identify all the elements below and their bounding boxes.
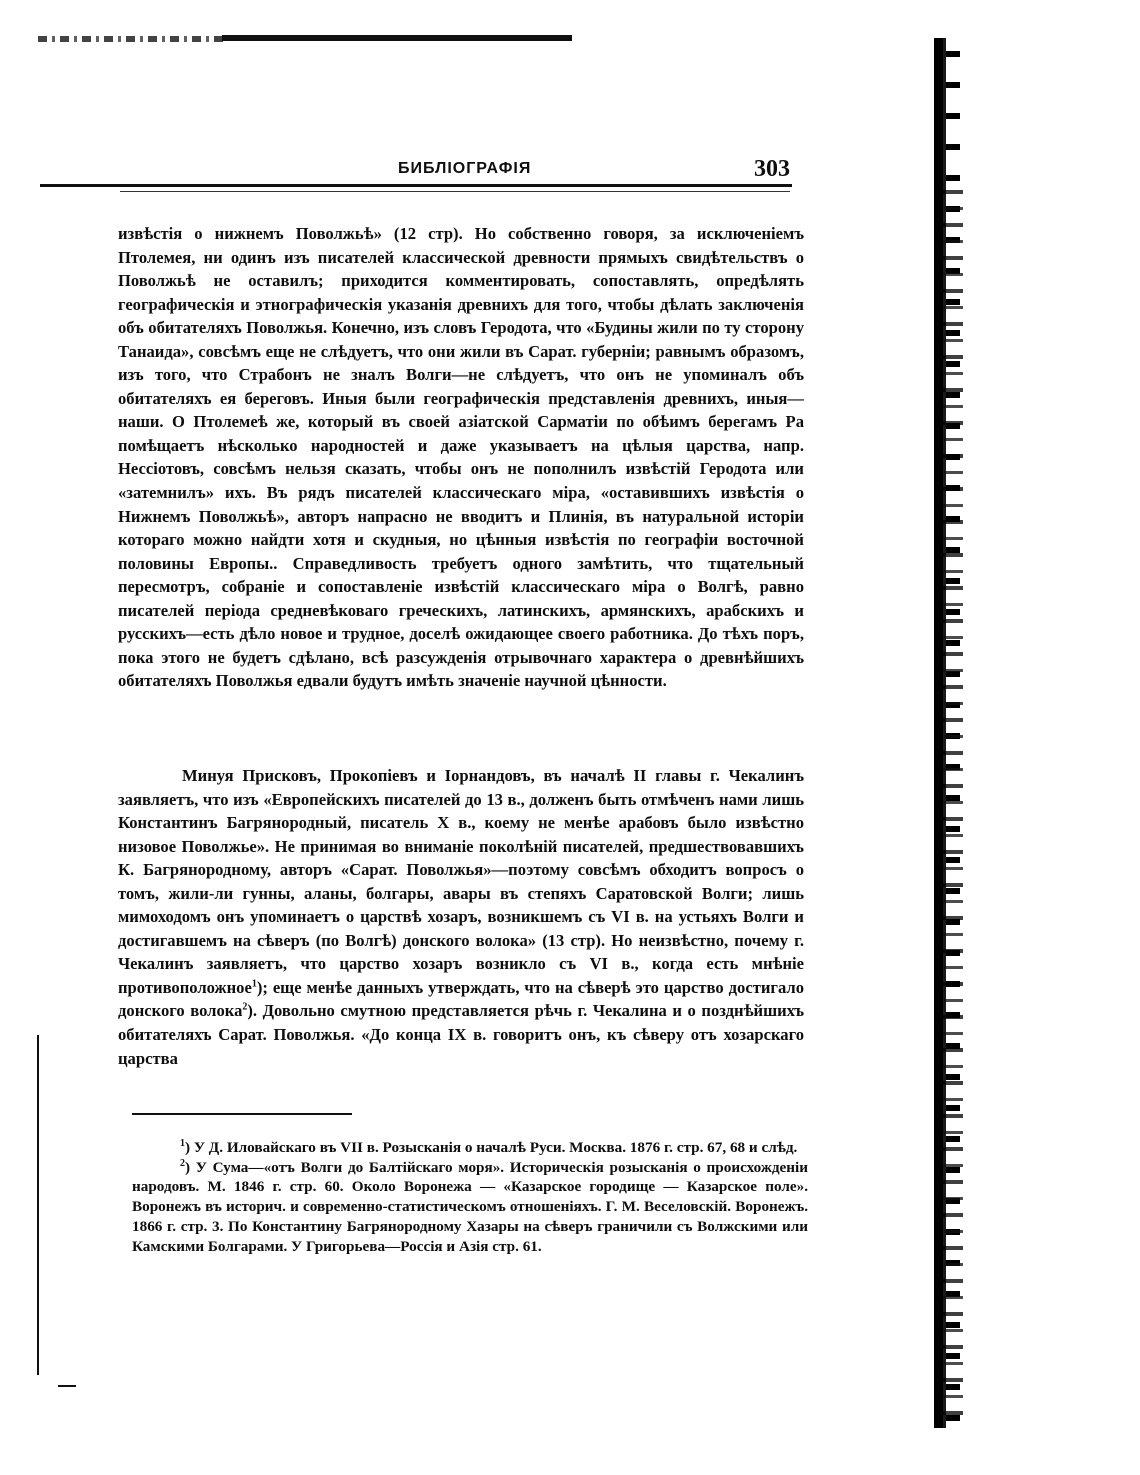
footnote-2: [132, 1158, 808, 1257]
page-number: 303: [754, 156, 790, 182]
footnote-text: ) У Сума—«отъ Волги до Балтійскаго моря». Историческія розысканія о происхожденіи народовъ. М. 1846 г. стр. 60. Около Воронежа — «Казарское городище — Казарское поле». Воронежъ въ историч. и современно-статистическомъ отношеніяхъ. Г. М. Веселовскій. Воронежъ. 1866 г. стр. 3. По Константину Багрянородному Хазары на сѣверъ граничили съ Волжскими или Камскими Болгарами. У Григорьева—Россія и Азія стр. 61.: [132, 1158, 808, 1255]
footnotes: [132, 1138, 808, 1256]
footnote-ref-1[interactable]: 1: [251, 978, 257, 990]
body-paragraph-1: [118, 222, 804, 693]
paragraph-text: [118, 764, 804, 1070]
paragraph-segment: Минуя Присковъ, Прокопіевъ и Іорнандовъ, въ началѣ II главы г. Чекалинъ заявляетъ, что изъ «Европейскихъ писателей до 13 в., долженъ быть отмѣченъ нами лишь Константинъ Багрянородный, писатель X в., коему не менѣе арабовъ было извѣстно низовое Поволжье». Не принимая во вниманіе поколѣній писателей, предшествовавшихъ К. Багрянородному, авторъ «Сарат. Поволжья»—поэтому совсѣмъ обходитъ вопросъ о томъ, жили-ли гунны, аланы, болгары, авары въ степяхъ Саратовской Волги; лишь мимоходомъ онъ упоминаетъ о царствѣ хозаръ, возникшемъ съ VI в. на устьяхъ Волги и достигавшемъ на сѣверъ (по Волгѣ) донского волока» (13 стр). Но неизвѣстно, почему г. Чекалинъ заявляетъ, что царство хозаръ возникло съ VI в., когда есть мнѣніе противоположное: [118, 766, 804, 997]
footnote-mark: 2: [180, 1157, 185, 1169]
footnote-ref-2[interactable]: 2: [242, 1001, 248, 1013]
footnote-text: ) У Д. Иловайскаго въ VII в. Розысканія о началѣ Руси. Москва. 1876 г. стр. 67, 68 и слѣд.: [185, 1139, 798, 1156]
scan-smudge: [38, 36, 223, 42]
body-paragraph-2: [118, 764, 804, 1070]
header-rule: [40, 184, 792, 187]
scan-left-tick: [58, 1385, 76, 1387]
paragraph-text: извѣстія о нижнемъ Поволжьѣ» (12 стр). Но собственно говоря, за исключеніемъ Птолемея, ни одинъ изъ писателей классической древности прямыхъ свидѣтельствъ о Поволжьѣ не оставилъ; приходится комментировать, сопоставлять, опредѣлять географическія и этнографическія указанія древнихъ для того, чтобы дѣлать заключенія объ обитателяхъ Поволжья. Конечно, изъ словъ Геродота, что «Будины жили по ту сторону Танаида», совсѣмъ еще не слѣдуетъ, что они жили въ Сарат. губерніи; равнымъ образомъ, изъ того, что Страбонъ не зналъ Волги—не слѣдуетъ, что онъ не упоминалъ объ обитателяхъ ея береговъ. Иныя были географическія представленія древнихъ, иныя—наши. О Птолемеѣ же, который въ своей азіатской Сарматіи по обѣимъ берегамъ Ра помѣщаетъ нѣсколько народностей и даже указываетъ на цѣлыя царства, напр. Нессіотовъ, совсѣмъ нельзя сказать, чтобы онъ не пополнилъ извѣстій Геродота или «затемнилъ» ихъ. Въ рядъ писателей классическаго міра, «оставившихъ извѣстія о Нижнемъ Поволжьѣ», авторъ напрасно не вводитъ и Плинія, въ натуральной исторіи котораго можно найдти хотя и скудныя, но цѣнныя извѣстія по географіи восточной половины Европы.. Справедливость требуетъ одного замѣтить, что тщательный пересмотръ, собраніе и сопоставленіе извѣстій классическаго міра о Волгѣ, равно писателей періода средневѣковаго греческихъ, латинскихъ, армянскихъ, арабскихъ и русскихъ—есть дѣло новое и трудное, доселѣ ожидающее своего работника. До тѣхъ поръ, пока этого не будетъ сдѣлано, всѣ разсужденія отрывочнаго характера о древнѣйшихъ обитателяхъ Поволжья едвали будутъ имѣть значеніе научной цѣнности.: [118, 224, 804, 691]
running-title: БИБЛIОГРАФIЯ: [398, 160, 532, 177]
footnote-rule: [132, 1113, 352, 1115]
paragraph-segment: ); еще менѣе данныхъ утверждать, что на сѣверѣ это царство достигало донского волока: [118, 977, 804, 1021]
scan-top-rule: [222, 35, 572, 41]
header-rule-thin: [120, 191, 790, 192]
footnote-mark: 1: [180, 1137, 185, 1149]
footnote-1: [132, 1138, 808, 1158]
scan-left-margin-line: [37, 1035, 39, 1375]
scan-right-edge-solid: [934, 38, 943, 1428]
scan-right-speckle: [943, 190, 963, 1420]
paragraph-segment: ). Довольно смутною представляется рѣчь г. Чекалина и о позднѣйшихъ обитателяхъ Сарат. Поволжья. «До конца IX в. говоритъ онъ, къ сѣверу отъ хозарскаго царства: [118, 1001, 805, 1068]
